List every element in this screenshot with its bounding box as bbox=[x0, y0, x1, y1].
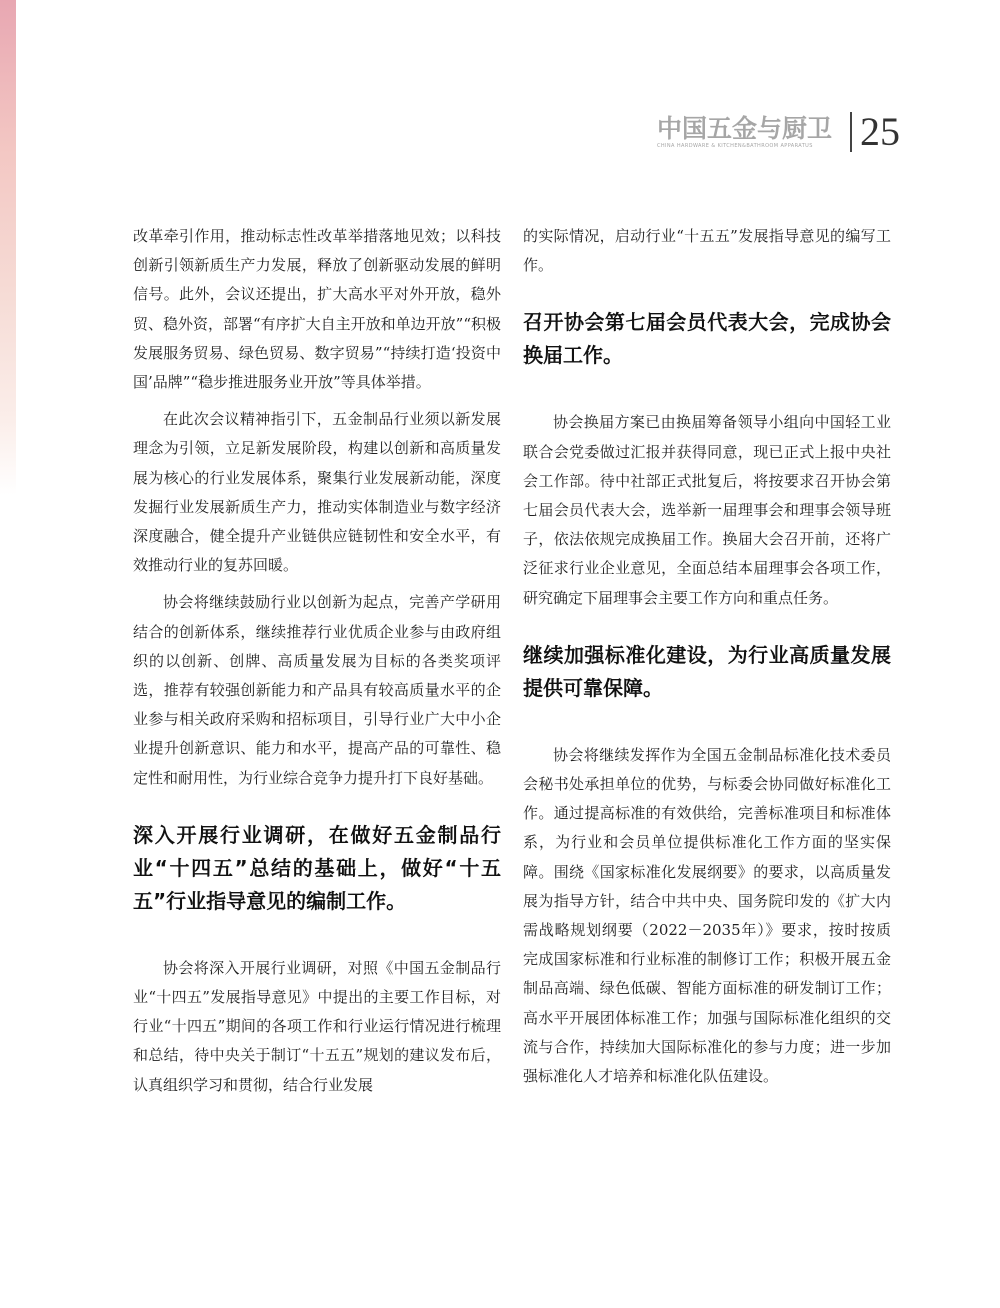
section-heading: 召开协会第七届会员代表大会，完成协会换届工作。 bbox=[523, 310, 891, 368]
paragraph: 的实际情况，启动行业“十五五”发展指导意见的编写工作。 bbox=[523, 227, 891, 275]
magazine-logo bbox=[657, 115, 832, 150]
page-number: 25 bbox=[860, 109, 900, 154]
page-header bbox=[657, 110, 900, 154]
section-heading: 深入开展行业调研，在做好五金制品行业“十四五”总结的基础上，做好“十五五”行业指导意见的编制工作。 bbox=[133, 822, 501, 913]
logo-subtitle: CHINA HARDWARE & KITCHEN&BATHROOM APPARATUS bbox=[656, 142, 813, 149]
paragraph: 协会将深入开展行业调研，对照《中国五金制品行业“十四五”发展指导意见》中提出的主要工作目标，对行业“十四五”期间的各项工作和行业运行情况进行梳理和总结，待中央关于制订“十五五”规划的建议发布后，认真组织学习和贯彻，结合行业发展 bbox=[133, 958, 501, 1094]
logo-title: 中国五金与厨卫 bbox=[656, 113, 832, 143]
paragraph: 在此次会议精神指引下，五金制品行业须以新发展理念为引领，立足新发展阶段，构建以创新和高质量发展为核心的行业发展体系，聚集行业发展新动能，深度发掘行业发展新质生产力，推动实体制造业与数字经济深度融合，健全提升产业链供应链韧性和安全水平，有效推动行业的复苏回暖。 bbox=[133, 410, 501, 575]
paragraph: 协会将继续发挥作为全国五金制品标准化技术委员会秘书处承担单位的优势，与标委会协同做好标准化工作。通过提高标准的有效供给，完善标准项目和标准体系，为行业和会员单位提供标准化工作方面的坚实保障。围绕《国家标准化发展纲要》的要求，以高质量发展为指导方针，结合中共中央、国务院印发的《扩大内需战略规划纲要（2022－2035年）》要求，按时按质完成国家标准和行业标准的制修订工作；积极开展五金制品高端、绿色低碳、智能方面标准的研发制订工作；高水平开展团体标准工作；加强与国际标准化组织的交流与合作，持续加大国际标准化的参与力度；进一步加强标准化人才培养和标准化队伍建设。 bbox=[523, 745, 891, 1086]
paragraph: 协会换届方案已由换届筹备领导小组向中国轻工业联合会党委做过汇报并获得同意，现已正式上报中央社会工作部。待中社部正式批复后，将按要求召开协会第七届会员代表大会，选举新一届理事会和理事会领导班子，依法依规完成换届工作。换届大会召开前，还将广泛征求行业企业意见，全面总结本届理事会各项工作，研究确定下届理事会主要工作方向和重点任务。 bbox=[523, 413, 891, 607]
decorative-edge-strip bbox=[0, 0, 16, 495]
left-column bbox=[133, 222, 501, 1100]
paragraph: 改革牵引作用，推动标志性改革举措落地见效；以科技创新引领新质生产力发展，释放了创新驱动发展的鲜明信号。此外，会议还提出，扩大高水平对外开放，稳外贸、稳外资，部署“有序扩大自主开放和单边开放”“积极发展服务贸易、绿色贸易、数字贸易”“持续打造‘投资中国’品牌”“稳步推进服务业开放”等具体举措。 bbox=[133, 227, 502, 392]
header-divider bbox=[850, 112, 852, 152]
section-heading: 继续加强标准化建设，为行业高质量发展提供可靠保障。 bbox=[523, 642, 891, 700]
paragraph: 协会将继续鼓励行业以创新为起点，完善产学研用结合的创新体系，继续推荐行业优质企业参与由政府组织的以创新、创牌、高质量发展为目标的各类奖项评选，推荐有较强创新能力和产品具有较高质量水平的企业参与相关政府采购和招标项目，引导行业广大中小企业提升创新意识、能力和水平，提高产品的可靠性、稳定性和耐用性，为行业综合竞争力提升打下良好基础。 bbox=[133, 593, 501, 787]
right-column bbox=[523, 222, 891, 1091]
